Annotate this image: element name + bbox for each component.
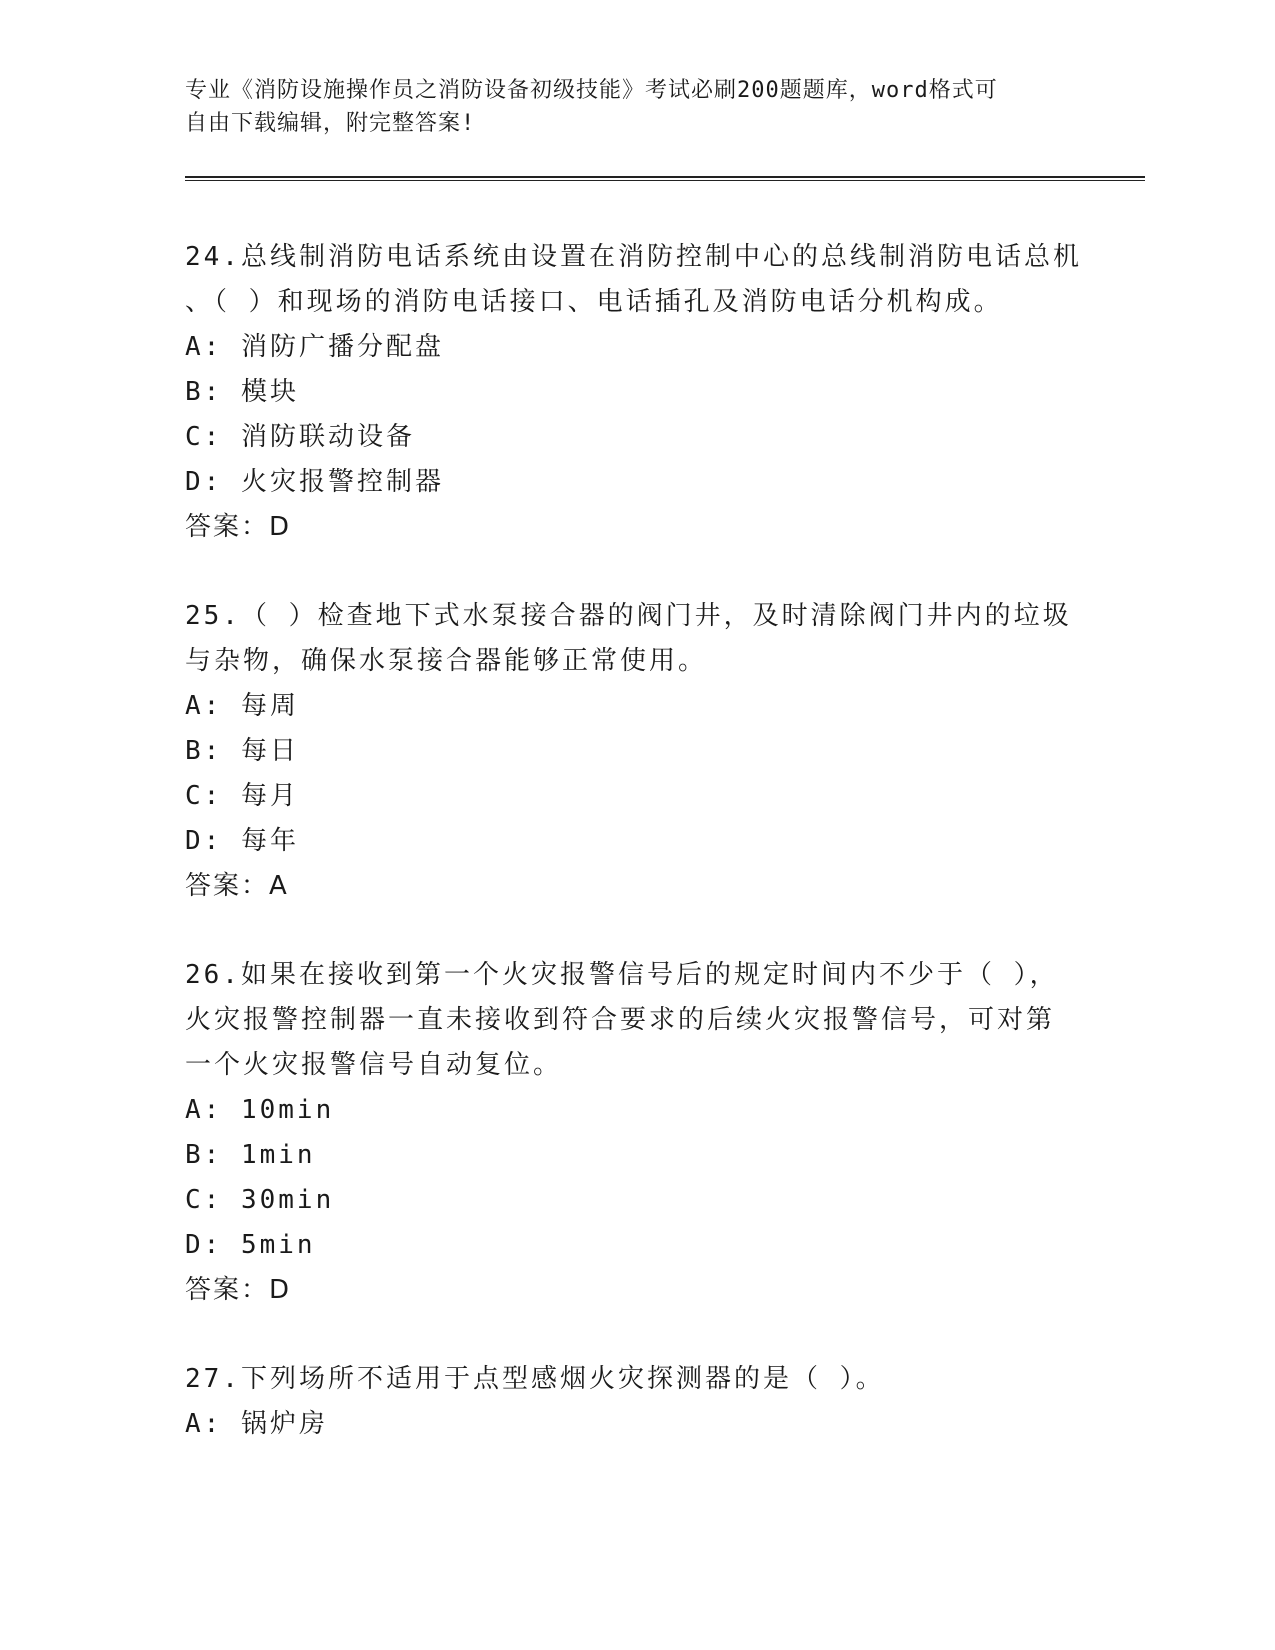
header-line-2: 自由下载编辑，附完整答案! (185, 111, 476, 136)
option-b: B: 模块 (185, 377, 299, 407)
header-divider (185, 176, 1145, 181)
header-line-1: 专业《消防设施操作员之消防设备初级技能》考试必刷200题题库，word格式可 (185, 78, 998, 103)
option-d: D: 5min (185, 1230, 316, 1260)
option-a: A: 10min (185, 1095, 335, 1125)
option-b: B: 每日 (185, 736, 299, 766)
answer-label: 答案：D (185, 512, 292, 542)
question-stem-line: 25.（ ）检查地下式水泵接合器的阀门井，及时清除阀门井内的垃圾 (185, 601, 1072, 631)
question-stem-line: 火灾报警控制器一直未接收到符合要求的后续火灾报警信号，可对第 (185, 1005, 1056, 1035)
question-25 (185, 594, 1085, 909)
question-stem-line: 与杂物，确保水泵接合器能够正常使用。 (185, 646, 708, 676)
page-header (185, 74, 1065, 140)
question-27 (185, 1357, 1085, 1447)
question-24 (185, 235, 1085, 550)
option-d: D: 火灾报警控制器 (185, 467, 444, 497)
option-c: C: 消防联动设备 (185, 422, 415, 452)
question-list (185, 235, 1085, 1491)
question-26 (185, 953, 1085, 1313)
answer-label: 答案：A (185, 871, 289, 901)
option-a: A: 锅炉房 (185, 1409, 328, 1439)
question-stem-line: 24.总线制消防电话系统由设置在消防控制中心的总线制消防电话总机 (185, 242, 1082, 272)
option-d: D: 每年 (185, 826, 299, 856)
question-stem-line: 一个火灾报警信号自动复位。 (185, 1050, 563, 1080)
question-stem-line: 26.如果在接收到第一个火灾报警信号后的规定时间内不少于（ ）， (185, 960, 1059, 990)
option-c: C: 每月 (185, 781, 299, 811)
option-a: A: 消防广播分配盘 (185, 332, 444, 362)
question-stem-line: 27.下列场所不适用于点型感烟火灾探测器的是（ ）。 (185, 1364, 885, 1394)
option-b: B: 1min (185, 1140, 316, 1170)
option-a: A: 每周 (185, 691, 299, 721)
answer-label: 答案：D (185, 1275, 292, 1305)
question-stem-line: 、（ ）和现场的消防电话接口、电话插孔及消防电话分机构成。 (185, 287, 1003, 317)
option-c: C: 30min (185, 1185, 335, 1215)
